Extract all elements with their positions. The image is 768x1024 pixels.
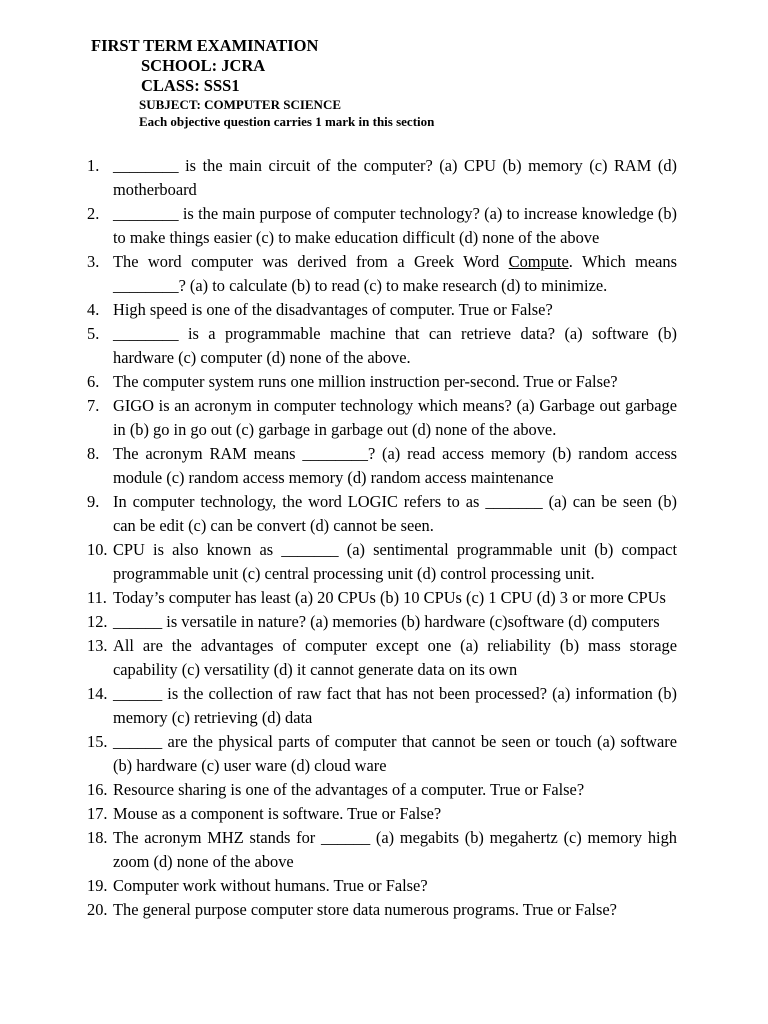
question-number: 10.	[87, 540, 108, 559]
question-item	[87, 634, 677, 682]
question-number: 8.	[87, 444, 100, 463]
question-text: The computer system runs one million instruction per-second. True or False?	[113, 372, 618, 391]
question-text: In computer technology, the word LOGIC refers to as _______ (a) can be seen (b) can be edit (c) can be convert (d) cannot be seen.	[113, 492, 677, 535]
question-item	[87, 298, 677, 322]
question-item	[87, 682, 677, 730]
question-number: 12.	[87, 612, 108, 631]
question-text: GIGO is an acronym in computer technology which means? (a) Garbage out garbage in (b) go in go out (c) garbage in garbage out (d) none of the above.	[113, 396, 677, 439]
question-number: 6.	[87, 372, 100, 391]
question-number: 3.	[87, 252, 100, 271]
question-number: 2.	[87, 204, 100, 223]
question-text: Mouse as a component is software. True or False?	[113, 804, 442, 823]
question-number: 16.	[87, 780, 108, 799]
question-item	[87, 898, 677, 922]
question-number: 1.	[87, 156, 100, 175]
class-name: CLASS: SSS1	[141, 76, 240, 95]
question-text: CPU is also known as _______ (a) sentimental programmable unit (b) compact programmable unit (c) central processing unit (d) control processing unit.	[113, 540, 677, 583]
question-item	[87, 874, 677, 898]
question-text: ________ is a programmable machine that can retrieve data? (a) software (b) hardware (c) computer (d) none of the above.	[113, 324, 677, 367]
question-text: Resource sharing is one of the advantages of a computer. True or False?	[113, 780, 585, 799]
question-text: High speed is one of the disadvantages of computer. True or False?	[113, 300, 553, 319]
question-number: 15.	[87, 732, 108, 751]
question-item	[87, 154, 677, 202]
question-item	[87, 586, 677, 610]
question-item	[87, 322, 677, 370]
question-item	[87, 802, 677, 826]
question-list	[87, 154, 677, 922]
question-number: 11.	[87, 588, 107, 607]
question-text: ______ is versatile in nature? (a) memories (b) hardware (c)software (d) computers	[113, 612, 660, 631]
subject-name: SUBJECT: COMPUTER SCIENCE	[139, 97, 342, 112]
marking-note: Each objective question carries 1 mark in this section	[139, 114, 435, 129]
question-text: The acronym RAM means ________? (a) read access memory (b) random access module (c) random access memory (d) random access maintenance	[113, 444, 677, 487]
question-item	[87, 538, 677, 586]
school-name: SCHOOL: JCRA	[141, 56, 266, 75]
question-text: Today’s computer has least (a) 20 CPUs (b) 10 CPUs (c) 1 CPU (d) 3 or more CPUs	[113, 588, 666, 607]
question-number: 19.	[87, 876, 108, 895]
question-number: 7.	[87, 396, 100, 415]
question-text: ______ is the collection of raw fact that has not been processed? (a) information (b) memory (c) retrieving (d) data	[113, 684, 677, 727]
question-number: 14.	[87, 684, 108, 703]
question-item	[87, 394, 677, 442]
question-text: ______ are the physical parts of computer that cannot be seen or touch (a) software (b) hardware (c) user ware (d) cloud ware	[113, 732, 677, 775]
question-item	[87, 778, 677, 802]
question-number: 5.	[87, 324, 100, 343]
question-number: 17.	[87, 804, 108, 823]
question-item	[87, 730, 677, 778]
question-item	[87, 250, 677, 298]
question-text: The general purpose computer store data numerous programs. True or False?	[113, 900, 617, 919]
question-text-continued: . Which means ________? (a) to calculate (b) to read (c) to make research (d) to minimize.	[113, 252, 678, 295]
question-text: The word computer was derived from a Greek Word	[113, 252, 509, 271]
question-item	[87, 490, 677, 538]
question-text: ________ is the main circuit of the computer? (a) CPU (b) memory (c) RAM (d) motherboard	[113, 156, 677, 199]
question-number: 9.	[87, 492, 100, 511]
question-text: Computer work without humans. True or False?	[113, 876, 428, 895]
exam-title: FIRST TERM EXAMINATION	[91, 36, 319, 55]
question-number: 20.	[87, 900, 108, 919]
underlined-word: Compute	[508, 252, 569, 271]
question-text: All are the advantages of computer except one (a) reliability (b) mass storage capability (c) versatility (d) it cannot generate data on its own	[113, 636, 677, 679]
question-text: ________ is the main purpose of computer technology? (a) to increase knowledge (b) to make things easier (c) to make education difficult (d) none of the above	[113, 204, 677, 247]
question-item	[87, 610, 677, 634]
question-text: The acronym MHZ stands for ______ (a) megabits (b) megahertz (c) memory high zoom (d) none of the above	[113, 828, 677, 871]
question-item	[87, 826, 677, 874]
question-item	[87, 202, 677, 250]
question-number: 13.	[87, 636, 108, 655]
exam-header	[91, 36, 434, 130]
question-number: 4.	[87, 300, 100, 319]
question-number: 18.	[87, 828, 108, 847]
question-item	[87, 442, 677, 490]
question-item	[87, 370, 677, 394]
